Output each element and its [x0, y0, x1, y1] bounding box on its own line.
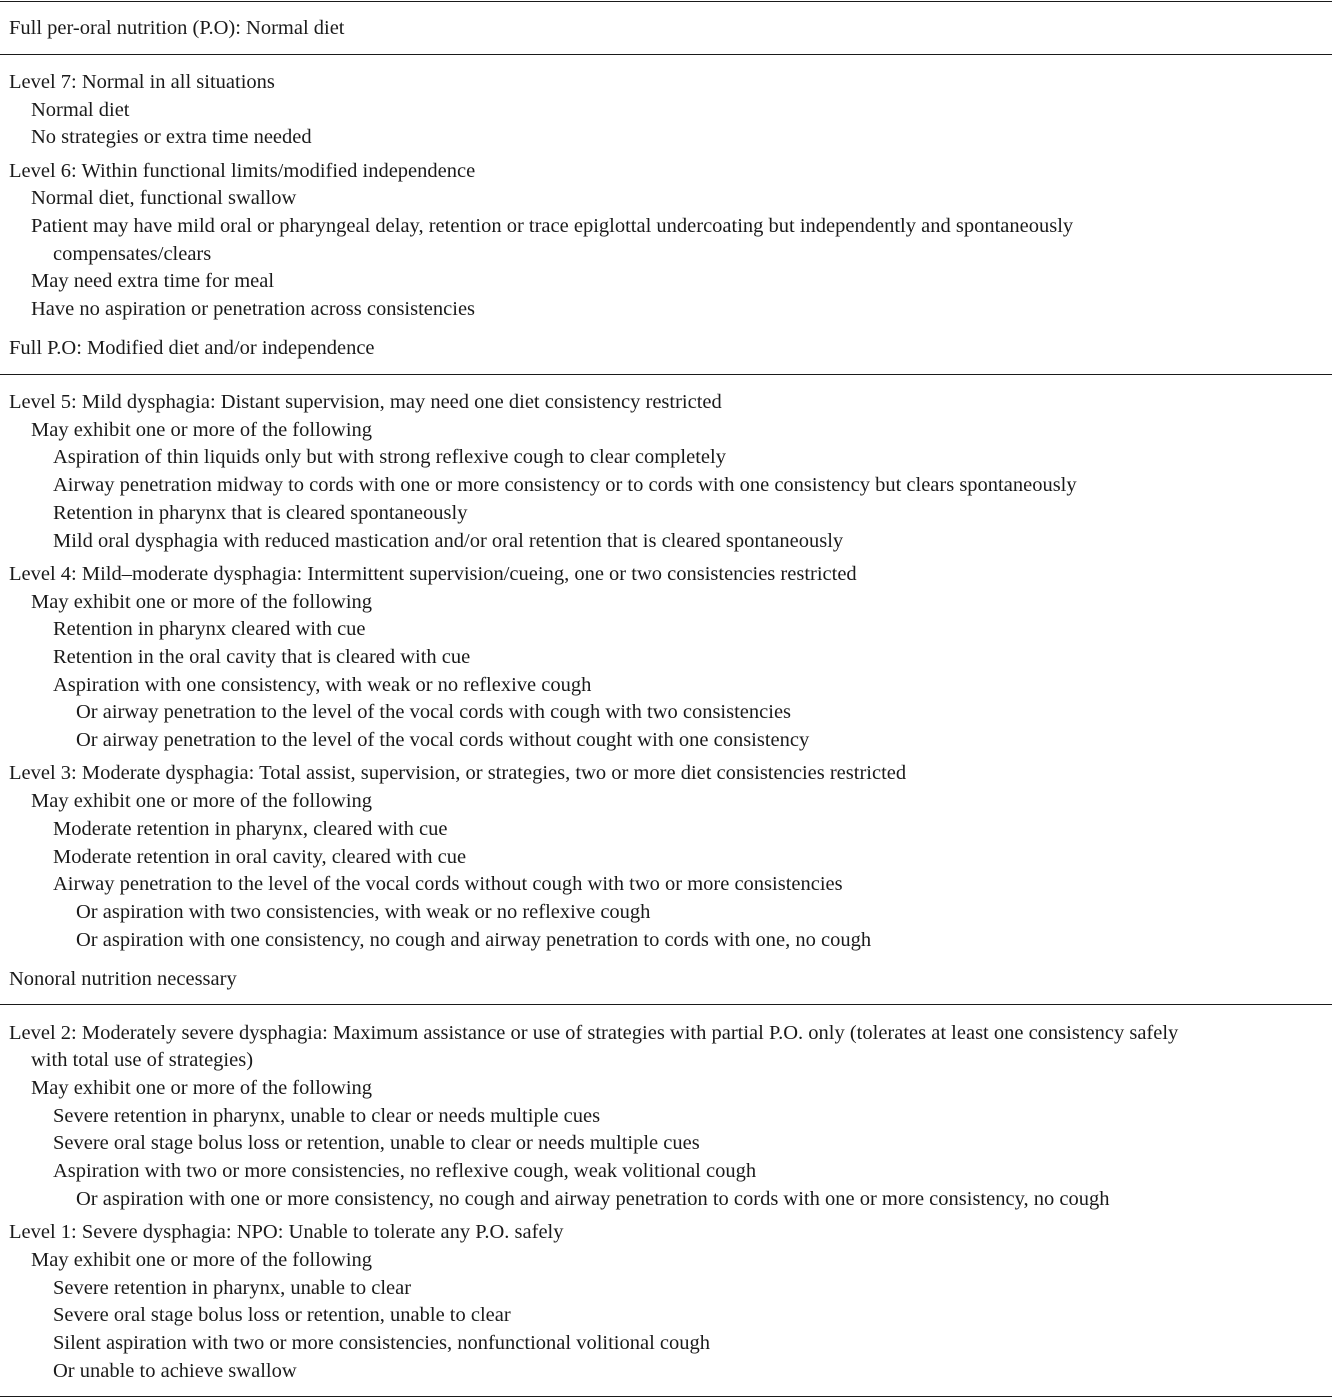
level-1-item: Severe oral stage bolus loss or retention, unable to clear [53, 1304, 511, 1326]
level-4-title: Level 4: Mild–moderate dysphagia: Intermittent supervision/cueing, one or two consistencies restricted [9, 563, 857, 585]
level-6-item: Patient may have mild oral or pharyngeal delay, retention or trace epiglottal undercoating but independently and spontaneously [31, 215, 1074, 237]
level-4-subitem: Or airway penetration to the level of the vocal cords with cough with two consistencies [76, 701, 792, 723]
level-6-item-continuation: compensates/clears [53, 243, 212, 265]
level-1-item: Severe retention in pharynx, unable to clear [53, 1277, 412, 1299]
level-5-item: Airway penetration midway to cords with one or more consistency or to cords with one consistency but clears spontaneously [53, 474, 1077, 496]
level-4-item: Retention in pharynx cleared with cue [53, 618, 366, 640]
level-5-item: Retention in pharynx that is cleared spontaneously [53, 502, 468, 524]
section-rule-1 [0, 54, 1332, 55]
level-7-title: Level 7: Normal in all situations [9, 71, 275, 93]
level-6-item: May need extra time for meal [31, 270, 275, 292]
level-2-subitem: Or aspiration with one or more consistency, no cough and airway penetration to cords with one or more consistency, no cough [76, 1188, 1110, 1210]
level-5-item: Aspiration of thin liquids only but with strong reflexive cough to clear completely [53, 446, 726, 468]
level-7-item: No strategies or extra time needed [31, 126, 312, 148]
level-4-item: Retention in the oral cavity that is cleared with cue [53, 646, 471, 668]
level-1-item: Or unable to achieve swallow [53, 1360, 297, 1382]
level-6-item: Normal diet, functional swallow [31, 187, 297, 209]
level-6-item: Have no aspiration or penetration across consistencies [31, 298, 476, 320]
section-heading-modified-diet: Full P.O: Modified diet and/or independence [9, 337, 375, 359]
level-2-lead: May exhibit one or more of the following [31, 1077, 373, 1099]
level-3-lead: May exhibit one or more of the following [31, 790, 373, 812]
level-2-item: Severe retention in pharynx, unable to clear or needs multiple cues [53, 1105, 601, 1127]
level-6-title: Level 6: Within functional limits/modified independence [9, 160, 476, 182]
level-3-item: Moderate retention in pharynx, cleared with cue [53, 818, 448, 840]
level-4-subitem: Or airway penetration to the level of the vocal cords without cought with one consistency [76, 729, 810, 751]
level-3-item: Airway penetration to the level of the vocal cords without cough with two or more consistencies [53, 873, 843, 895]
section-rule-2 [0, 374, 1332, 375]
table-bottom-rule [0, 1396, 1332, 1397]
level-5-title: Level 5: Mild dysphagia: Distant supervision, may need one diet consistency restricted [9, 391, 722, 413]
section-rule-3 [0, 1004, 1332, 1005]
level-1-lead: May exhibit one or more of the following [31, 1249, 373, 1271]
section-heading-nonoral: Nonoral nutrition necessary [9, 968, 237, 990]
level-2-item: Severe oral stage bolus loss or retention, unable to clear or needs multiple cues [53, 1132, 700, 1154]
level-4-lead: May exhibit one or more of the following [31, 591, 373, 613]
level-1-item: Silent aspiration with two or more consistencies, nonfunctional volitional cough [53, 1332, 711, 1354]
level-4-item: Aspiration with one consistency, with weak or no reflexive cough [53, 674, 592, 696]
level-2-item: Aspiration with two or more consistencies, no reflexive cough, weak volitional cough [53, 1160, 757, 1182]
level-5-lead: May exhibit one or more of the following [31, 419, 373, 441]
level-3-title: Level 3: Moderate dysphagia: Total assist, supervision, or strategies, two or more diet consistencies restricted [9, 762, 907, 784]
section-heading-full-po: Full per-oral nutrition (P.O): Normal diet [9, 17, 345, 39]
level-2-title: Level 2: Moderately severe dysphagia: Maximum assistance or use of strategies with partial P.O. only (tolerates at least one consistency safely [9, 1022, 1179, 1044]
level-3-subitem: Or aspiration with two consistencies, with weak or no reflexive cough [76, 901, 651, 923]
level-3-item: Moderate retention in oral cavity, cleared with cue [53, 846, 467, 868]
level-1-title: Level 1: Severe dysphagia: NPO: Unable to tolerate any P.O. safely [9, 1221, 564, 1243]
level-5-item: Mild oral dysphagia with reduced mastication and/or oral retention that is cleared spontaneously [53, 530, 844, 552]
level-3-subitem: Or aspiration with one consistency, no cough and airway penetration to cords with one, no cough [76, 929, 872, 951]
level-7-item: Normal diet [31, 99, 130, 121]
level-2-title-continuation: with total use of strategies) [31, 1049, 254, 1071]
table-top-rule [0, 1, 1332, 2]
